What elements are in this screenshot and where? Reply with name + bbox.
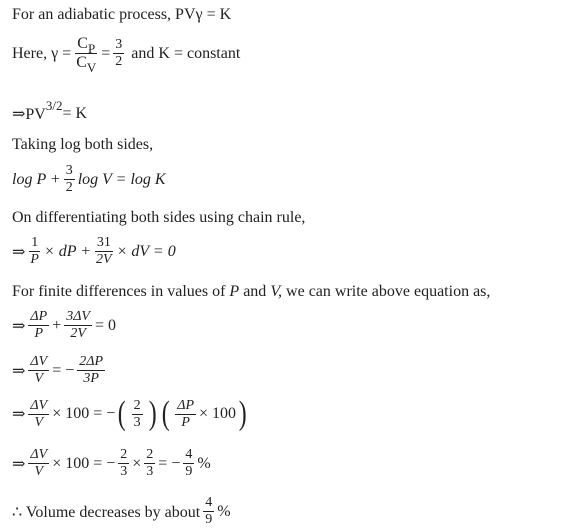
times-100-equals-2: × 100 = − <box>52 454 116 472</box>
v-denominator-3: V <box>34 464 44 479</box>
two-dp-numerator: 2ΔP <box>79 354 104 369</box>
log-coef-denominator: 2 <box>65 180 73 195</box>
pv-power-equation <box>12 98 88 124</box>
gamma-definition <box>12 35 241 75</box>
right-paren-1: ) <box>148 395 157 432</box>
conclusion-fraction <box>203 496 214 527</box>
dv-over-v-fraction-3 <box>28 448 49 479</box>
implies-arrow-4: ⇒ <box>12 406 26 423</box>
gamma-denominator: 2 <box>115 54 123 69</box>
log-p-term: log P + <box>12 170 61 188</box>
dv-over-v-fraction-2 <box>28 399 49 430</box>
cv-label: C <box>76 54 87 71</box>
thirtyone-over-2v-fraction <box>94 236 114 267</box>
implies-arrow-3: ⇒ <box>12 362 26 380</box>
conclusion-percent: % <box>217 502 231 520</box>
gamma-equals: = <box>101 44 111 62</box>
differentiating-text <box>12 209 305 227</box>
two-thirds-fraction-2 <box>118 448 129 479</box>
two-thirds-numerator: 2 <box>133 397 141 413</box>
log-equation <box>12 164 166 195</box>
times-100-equals: × 100 = − <box>52 405 116 422</box>
two-thirds-denominator-3: 3 <box>146 464 154 479</box>
implies-arrow-5: ⇒ <box>12 455 26 473</box>
result-equation <box>12 448 211 479</box>
dp-over-p-fraction <box>28 310 49 341</box>
finite-difference-equation <box>12 310 116 341</box>
cv-subscript: V <box>86 60 97 75</box>
dp-numerator-2: ΔP <box>177 397 195 413</box>
percent-sign: % <box>197 454 211 472</box>
dp-numerator: ΔP <box>30 309 48 324</box>
percentage-equation <box>12 397 249 431</box>
dv-term: × dV = 0 <box>116 242 176 260</box>
pv-exponent: 3/2 <box>45 98 63 113</box>
p-denominator: P <box>34 326 44 341</box>
plus-sign: + <box>52 316 62 334</box>
two-dp-over-3p-fraction <box>77 355 105 386</box>
equals-minus: = − <box>52 361 75 379</box>
three-dv-over-2v-fraction <box>64 310 92 341</box>
taking-log-label: Taking log both sides, <box>12 136 154 153</box>
k-constant-text: and K = constant <box>131 44 241 62</box>
two-v-denominator: 2V <box>96 252 112 267</box>
finite-diff-p: P <box>229 283 240 300</box>
right-paren-2: ) <box>238 395 247 432</box>
implies-arrow-2: ⇒ <box>12 317 26 335</box>
cp-cv-fraction <box>74 35 98 75</box>
dv-numerator-3: ΔV <box>30 447 48 462</box>
one-over-p-denominator: P <box>30 252 39 267</box>
thirtyone-numerator: 31 <box>96 235 111 250</box>
conclusion-text: ∴ Volume decreases by about <box>12 503 201 521</box>
two-thirds-denominator: 3 <box>133 414 141 430</box>
dv-numerator-2: ΔV <box>30 397 48 413</box>
two-v-denominator-2: 2V <box>70 326 86 341</box>
dv-numerator: ΔV <box>30 354 48 369</box>
three-p-denominator: 3P <box>83 371 99 386</box>
conclusion <box>12 496 231 527</box>
differentiating-label: On differentiating both sides using chain rule, <box>12 209 306 226</box>
four-ninths-denominator: 9 <box>185 464 193 479</box>
finite-diff-b: we can write above equation as, <box>286 283 491 300</box>
gamma-numerator: 3 <box>115 37 123 52</box>
dp-over-p-fraction-2 <box>175 399 196 430</box>
dv-over-v-fraction <box>28 355 49 386</box>
log-coefficient-fraction <box>64 164 75 195</box>
implies-arrow-1: ⇒ <box>12 243 26 261</box>
dv-ratio-equation <box>12 355 108 386</box>
differential-equation <box>12 236 176 267</box>
taking-log-text <box>12 136 153 154</box>
log-coef-numerator: 3 <box>65 163 73 178</box>
cp-subscript: P <box>87 41 96 56</box>
one-over-p-fraction <box>28 236 41 267</box>
left-paren-2: ( <box>161 395 170 432</box>
equals-minus-2: = − <box>158 454 181 472</box>
two-thirds-fraction-3 <box>144 448 155 479</box>
adiabatic-statement <box>12 6 231 24</box>
four-ninths-numerator: 4 <box>185 447 193 462</box>
two-thirds-numerator-3: 2 <box>146 447 154 462</box>
pv-prefix: ⇒PV <box>12 106 46 123</box>
finite-diff-a: For finite differences in values of <box>12 283 226 300</box>
times-100: × 100 <box>199 405 237 422</box>
three-dv-numerator: 3ΔV <box>66 309 90 324</box>
left-paren-1: ( <box>117 395 126 432</box>
dp-term: × dP + <box>43 242 92 260</box>
two-thirds-fraction <box>132 399 143 430</box>
v-denominator: V <box>34 371 44 386</box>
gamma-prefix: Here, γ = <box>12 44 72 62</box>
gamma-value-fraction <box>113 38 124 69</box>
times-sign: × <box>132 454 142 472</box>
two-thirds-denominator-2: 3 <box>120 464 128 479</box>
equals-zero: = 0 <box>95 316 117 334</box>
conclusion-numerator: 4 <box>205 495 213 510</box>
one-over-p-numerator: 1 <box>31 235 39 250</box>
two-thirds-numerator-2: 2 <box>120 447 128 462</box>
log-v-term: log V = log K <box>77 170 166 188</box>
v-denominator-2: V <box>34 414 44 430</box>
finite-diff-v: V, <box>270 283 283 300</box>
four-ninths-fraction <box>183 448 194 479</box>
conclusion-denominator: 9 <box>205 512 213 527</box>
cp-label: C <box>77 35 88 52</box>
finite-differences-text <box>12 283 490 301</box>
p-denominator-2: P <box>181 414 190 430</box>
finite-diff-and: and <box>243 283 267 300</box>
pv-suffix: = K <box>62 105 88 122</box>
adiabatic-text: For an adiabatic process, PVγ = K <box>12 6 232 23</box>
